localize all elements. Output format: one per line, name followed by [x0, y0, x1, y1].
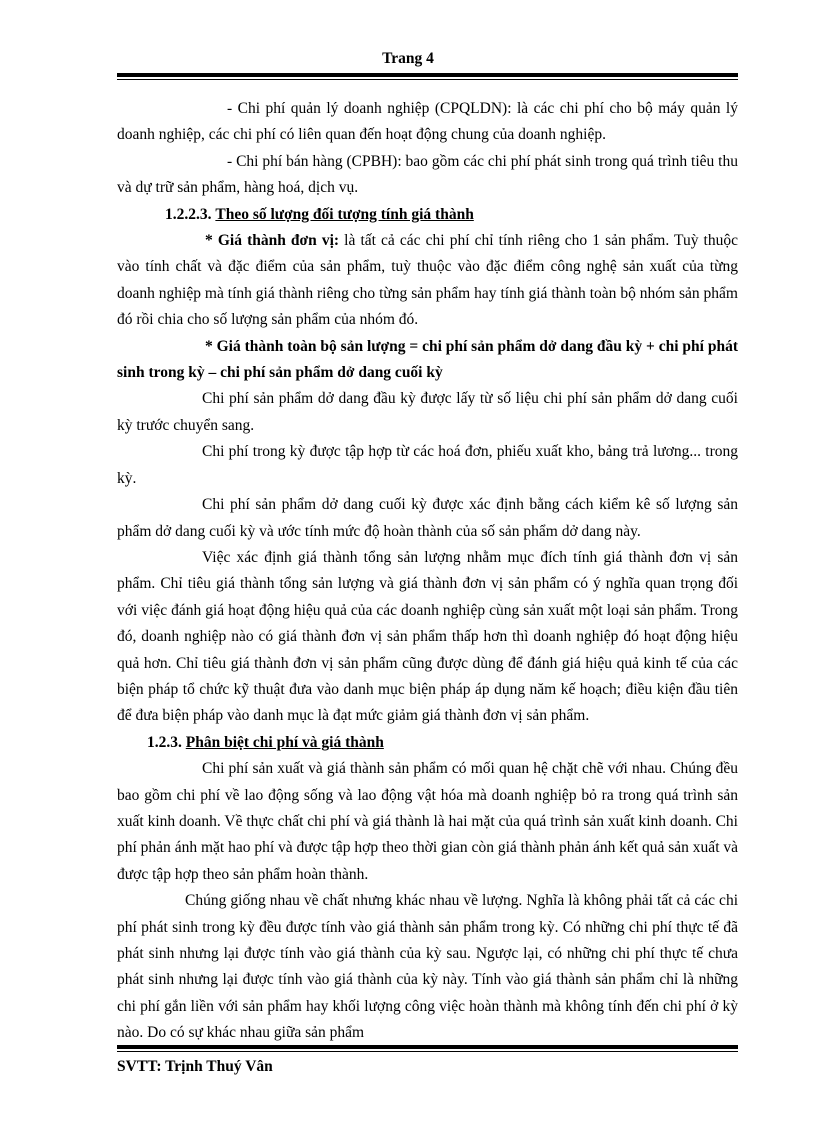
paragraph-cost-relation: Chi phí sản xuất và giá thành sản phẩm có mối quan hệ chặt chẽ với nhau. Chúng đều bao gồm chi phí về lao động sống và lao động vật hóa mà doanh nghiệp bỏ ra trong quá trình sản xuất kinh doanh. Về thực chất chi phí và giá thành là hai mặt của quá trình sản xuất kinh doanh. Chi phí phản ánh mặt hao phí và được tập hợp theo thời gian còn giá thành phản ánh kết quả sản xuất và được tập hợp theo sản phẩm hoàn thành. — [117, 760, 738, 883]
section-title: Phân biệt chi phí và giá thành — [185, 733, 384, 751]
paragraph-unit-cost — [117, 228, 738, 334]
section-heading-1223 — [117, 202, 738, 228]
section-title: Theo số lượng đối tượng tính giá thành — [215, 205, 474, 223]
paragraph-opening-wip: Chi phí sản phẩm dở dang đầu kỳ được lấy từ số liệu chi phí sản phẩm dở dang cuối kỳ trước chuyển sang. — [117, 390, 738, 434]
section-number: 1.2.3. — [147, 733, 182, 751]
header-rule — [117, 73, 738, 80]
formula-text: * Giá thành toàn bộ sản lượng = chi phí sản phẩm dở dang đầu kỳ + chi phí phát sinh trong kỳ – chi phí sản phẩm dở dang cuối kỳ — [117, 337, 739, 382]
paragraph-cost-difference: Chúng giống nhau về chất nhưng khác nhau về lượng. Nghĩa là không phải tất cả các chi phí phát sinh trong kỳ đều được tính vào giá thành sản phẩm trong kỳ. Có những chi phí thực tế đã phát sinh nhưng lại được tính vào giá thành của kỳ sau. Ngược lại, có những chi phí thực tế chưa phát sinh nhưng lại được tính vào giá thành của kỳ này. Tính vào giá thành sản phẩm chỉ là những chi phí gắn liền với sản phẩm hay khối lượng công việc hoàn thành mà không tính đến chi phí ở kỳ nào. Do có sự khác nhau giữa sản phẩm — [117, 892, 738, 1042]
section-number: 1.2.2.3. — [165, 205, 212, 223]
page-body — [117, 96, 738, 1047]
paragraph-unit-cost-purpose: Việc xác định giá thành tổng sản lượng nhằm mục đích tính giá thành đơn vị sản phẩm. Chỉ tiêu giá thành tổng sản lượng và giá thành đơn vị sản phẩm có ý nghĩa quan trọng đối với việc đánh giá hoạt động hiệu quả của các doanh nghiệp cùng sản xuất một loại sản phẩm. Trong đó, doanh nghiệp nào có giá thành đơn vị sản phẩm thấp hơn thì doanh nghiệp đó hoạt động hiệu quả hơn. Chỉ tiêu giá thành đơn vị sản phẩm cũng được dùng để đánh giá hiệu quả kinh tế của các biện pháp tổ chức kỹ thuật đưa vào danh mục biện pháp áp dụng năm kế hoạch; điều kiện đầu tiên để đưa biện pháp vào danh mục là đạt mức giảm giá thành đơn vị sản phẩm. — [117, 548, 738, 725]
paragraph-cpbh: - Chi phí bán hàng (CPBH): bao gồm các chi phí phát sinh trong quá trình tiêu thu và dự trữ sản phẩm, hàng hoá, dịch vụ. — [117, 152, 738, 197]
page-header-title: Trang 4 — [382, 50, 434, 67]
paragraph-period-cost: Chi phí trong kỳ được tập hợp từ các hoá đơn, phiếu xuất kho, bảng trả lương... trong kỳ. — [117, 443, 738, 487]
paragraph-cpqldn: - Chi phí quản lý doanh nghiệp (CPQLDN): là các chi phí cho bộ máy quản lý doanh nghiệp, các chi phí có liên quan đến hoạt động chung của doanh nghiệp. — [117, 100, 738, 144]
unit-cost-text: là tất cả các chi phí chỉ tính riêng cho 1 sản phẩm. Tuỳ thuộc vào tính chất và đặc điểm của sản phẩm, tuỳ thuộc vào đặc điểm công nghệ sản xuất của từng doanh nghiệp mà tính giá thành riêng cho từng sản phẩm hay tính giá thành toàn bộ nhóm sản phẩm đó rồi chia cho số lượng sản phẩm của nhóm đó. — [117, 232, 738, 329]
footer-student-name: SVTT: Trịnh Thuý Vân — [117, 1058, 273, 1075]
footer-rule — [117, 1045, 738, 1052]
paragraph-total-cost-formula — [117, 334, 738, 387]
unit-cost-label: * Giá thành đơn vị: — [205, 232, 340, 250]
section-heading-123 — [117, 730, 738, 756]
paragraph-closing-wip: Chi phí sản phẩm dở dang cuối kỳ được xác định bằng cách kiểm kê số lượng sản phẩm dở dang cuối kỳ và ước tính mức độ hoàn thành của số sản phẩm dở dang này. — [117, 496, 738, 540]
